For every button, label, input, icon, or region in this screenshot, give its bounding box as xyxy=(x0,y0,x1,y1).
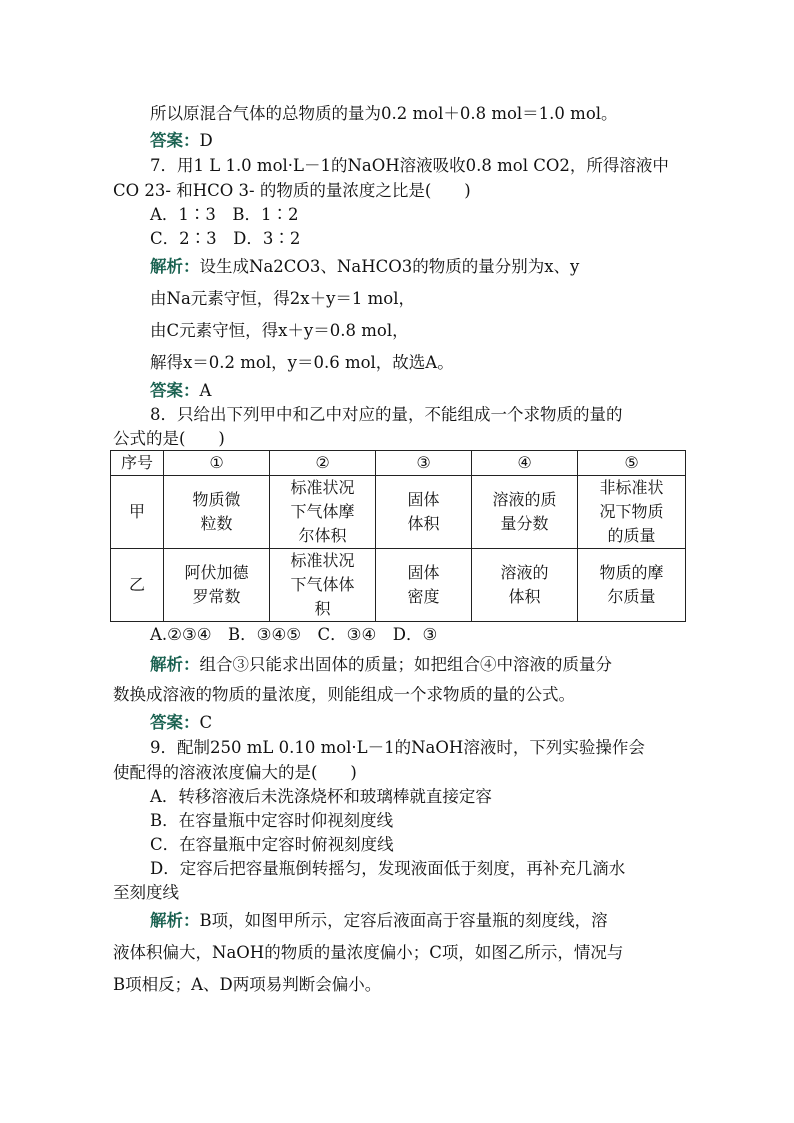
q7-options-cd: C．2∶3 D．3∶2 xyxy=(150,229,301,248)
table-header-cell: ② xyxy=(270,451,376,476)
answer-value: A xyxy=(199,381,212,400)
q7-options-ab: A．1∶3 B．1∶2 xyxy=(150,205,299,224)
q9-option-a: A．转移溶液后未洗涤烧杯和玻璃棒就直接定容 xyxy=(150,787,492,806)
analysis-text: B项，如图甲所示，定容后液面高于容量瓶的刻度线，溶 xyxy=(199,911,608,930)
table-cell: 溶液的 体积 xyxy=(472,549,578,622)
analysis-text: 组合③只能求出固体的质量；如把组合④中溶液的质量分 xyxy=(199,655,612,674)
table-header-cell: 序号 xyxy=(111,451,164,476)
q9-option-d-line2: 至刻度线 xyxy=(113,883,179,902)
table-cell: 固体 体积 xyxy=(376,476,472,549)
answer-line-6 xyxy=(150,130,213,152)
table-header-cell: ① xyxy=(164,451,270,476)
table-row-yi xyxy=(111,549,686,622)
q8-table xyxy=(110,450,686,622)
answer-label: 答案： xyxy=(150,381,200,400)
q9-stem-line2: 使配得的溶液浓度偏大的是( ) xyxy=(113,763,357,782)
q9-stem-line1: 9．配制250 mL 0.10 mol·L－1的NaOH溶液时，下列实验操作会 xyxy=(150,738,645,757)
q9-option-d-line1: D．定容后把容量瓶倒转摇匀，发现液面低于刻度，再补充几滴水 xyxy=(150,859,626,878)
table-cell: 溶液的质 量分数 xyxy=(472,476,578,549)
analysis-label: 解析： xyxy=(150,655,200,674)
q7-answer-line xyxy=(150,380,211,402)
q8-stem-line2: 公式的是( ) xyxy=(113,429,225,448)
q7-analysis-line3: 由C元素守恒，得x＋y＝0.8 mol， xyxy=(150,321,409,340)
q7-stem-line1: 7．用1 L 1.0 mol·L－1的NaOH溶液吸收0.8 mol CO2，所得溶液中 xyxy=(150,156,669,175)
q9-analysis-line3: B项相反；A、D两项易判断会偏小。 xyxy=(113,975,382,994)
answer-value: D xyxy=(199,131,213,150)
answer-label: 答案： xyxy=(150,713,200,732)
q8-options: A.②③④ B．③④⑤ C．③④ D．③ xyxy=(150,625,438,644)
q8-stem-line1: 8．只给出下列甲中和乙中对应的量，不能组成一个求物质的量的 xyxy=(150,405,623,424)
table-header-cell: ⑤ xyxy=(578,451,686,476)
table-cell: 固体 密度 xyxy=(376,549,472,622)
analysis-label: 解析： xyxy=(150,257,200,276)
q7-analysis-line4: 解得x＝0.2 mol，y＝0.6 mol，故选A。 xyxy=(150,353,454,372)
q7-analysis-line2: 由Na元素守恒，得2x＋y＝1 mol， xyxy=(150,289,415,308)
table-header-cell: ③ xyxy=(376,451,472,476)
table-row-jia xyxy=(111,476,686,549)
intro-line: 所以原混合气体的总物质的量为0.2 mol＋0.8 mol＝1.0 mol。 xyxy=(150,104,618,123)
table-header-cell: ④ xyxy=(472,451,578,476)
table-cell: 标准状况 下气体摩 尔体积 xyxy=(270,476,376,549)
answer-label: 答案： xyxy=(150,131,200,150)
table-cell: 标准状况 下气体体 积 xyxy=(270,549,376,622)
table-cell: 乙 xyxy=(111,549,164,622)
q9-analysis-line1 xyxy=(150,910,608,932)
table-cell: 阿伏加德 罗常数 xyxy=(164,549,270,622)
analysis-text: 设生成Na2CO3、NaHCO3的物质的量分别为x、y xyxy=(199,257,580,276)
q8-analysis-line1 xyxy=(150,654,612,676)
table-cell: 非标准状 况下物质 的质量 xyxy=(578,476,686,549)
q9-analysis-line2: 液体积偏大，NaOH的物质的量浓度偏小；C项，如图乙所示，情况与 xyxy=(113,943,624,962)
answer-value: C xyxy=(199,713,213,732)
analysis-label: 解析： xyxy=(150,911,200,930)
q9-option-c: C．在容量瓶中定容时俯视刻度线 xyxy=(150,835,394,854)
q7-stem-line2: CO 23- 和HCO 3- 的物质的量浓度之比是( ) xyxy=(113,181,471,200)
q8-analysis-line2: 数换成溶液的物质的量浓度，则能组成一个求物质的量的公式。 xyxy=(113,685,575,704)
q9-option-b: B．在容量瓶中定容时仰视刻度线 xyxy=(150,811,394,830)
table-cell: 物质的摩 尔质量 xyxy=(578,549,686,622)
table-cell: 甲 xyxy=(111,476,164,549)
table-cell: 物质微 粒数 xyxy=(164,476,270,549)
q7-analysis-line1 xyxy=(150,256,579,278)
q8-answer-line xyxy=(150,712,212,734)
